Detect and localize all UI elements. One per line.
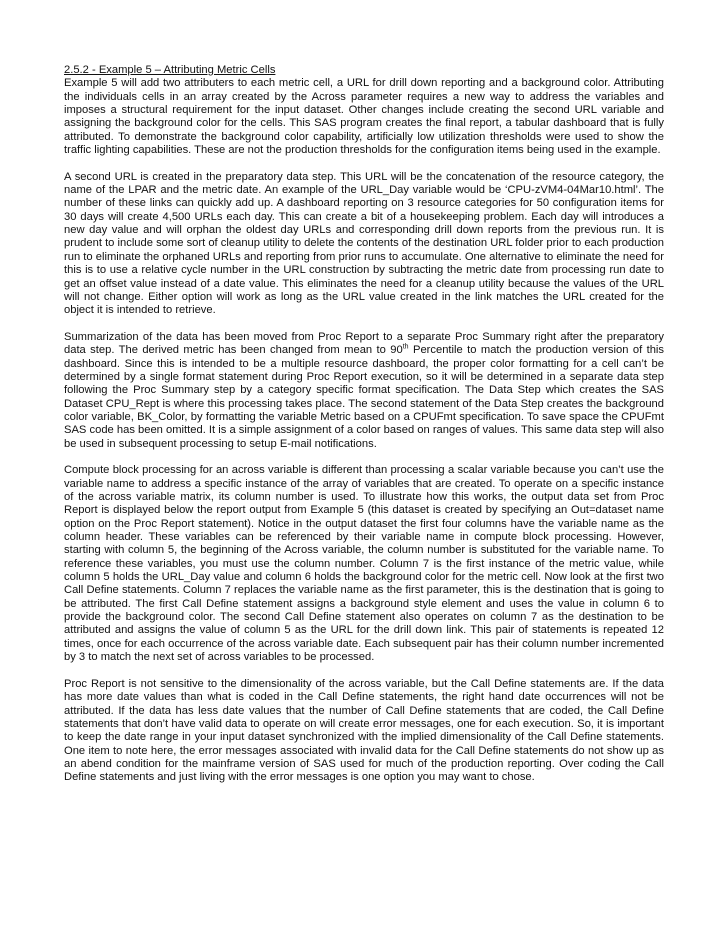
- section-heading: 2.5.2 - Example 5 – Attributing Metric Cells: [64, 64, 276, 76]
- paragraph-url-creation: A second URL is created in the preparatory data step. This URL will be the concatenation of the resource category, the name of the LPAR and the metric date. An example of the URL_Day variable would be ‘CPU-zVM4-04Mar10.html’. The number of these links can quickly add up. A dashboard reporting on 3 resource categories for 50 configuration items for 30 days will create 4,500 URLs each day. This can create a bit of a housekeeping problem. Each day will introduces a new day value and will orphan the oldest day URLs and corresponding drill down reports from the previous run. It is prudent to include some sort of cleanup utility to delete the contents of the destination URL folder prior to each production run to eliminate the orphaned URLs and reporting from prior runs to accumulate. One alternative to eliminate the need for this is to use a relative cycle number in the URL construction by subtracting the metric date from processing run date to get an offset value instead of a date value. This eliminates the need for a cleanup utility because the values of the URL will not change. Either option will work as long as the URL value created in the link matches the URL created for the object it is intended to retrieve.: [64, 170, 664, 317]
- paragraph-compute-block: Compute block processing for an across variable is different than processing a scalar variable because you can’t use the variable name to address a specific instance of the array of variables that are created. To operate on a specific instance of the across variable matrix, its column number is used. To illustrate how this works, the output data set from Proc Report is displayed below the report output from Example 5 (this dataset is created by specifying an Out=dataset name option on the Proc Report statement). Notice in the output dataset the first four columns have the variable name as the column header. These variables can be referenced by their variable name in compute block processing. However, starting with column 5, the beginning of the Across variable, the column number is substituted for the variable name. To reference these variables, you must use the column number. Column 7 is the first instance of the metric value, while column 5 holds the URL_Day value and column 6 holds the background color for the metric cell. Now look at the first two Call Define statements. Column 7 replaces the variable name as the first parameter, this is the destination that is going to be attributed. The first Call Define statement assigns a background style element and uses the value in column 6 to provide the background color. The second Call Define statement also operates on column 7 as the destination to be attributed and assigns the value of column 5 as the URL for the drill down link. This pair of statements is repeated 12 times, once for each occurrence of the across variable date. Each subsequent pair has their column number incremented by 3 to match the next set of across variables to be processed.: [64, 464, 664, 664]
- paragraph-dimensionality: Proc Report is not sensitive to the dimensionality of the across variable, but the Call Define statements are. If the data has more date values than what is coded in the Call Define statements, the right hand date occurrences will not be attributed. If the data has less date values that the number of Call Define statements that are coded, the Call Define statements that don’t have valid data to operate on will create error messages, one for each execution. So, it is important to keep the date range in your input dataset synchronized with the implied dimensionality of the Call Define statements. One item to note here, the error messages associated with invalid data for the Call Define statements do not show up as an abend condition for the mainframe version of SAS used for much of the production reporting. Over coding the Call Define statements and just living with the error messages is one option you may want to chose.: [64, 677, 664, 784]
- paragraph-summarization-part1: Summarization of the data has been moved from Proc Report to a separate Proc Summary right after the preparatory data step. The derived metric has been changed from mean to 90: [64, 330, 664, 357]
- superscript-th: th: [402, 343, 409, 351]
- document-page: [64, 64, 664, 798]
- paragraph-intro: Example 5 will add two attributers to each metric cell, a URL for drill down reporting and a background color. Attributing the individuals cells in an array created by the Across parameter requires a new way to address the variables and imposes a structural requirement for the input dataset. Other changes include creating the second URL variable and assigning the background color for the cells. This SAS program creates the final report, a tabular dashboard that is fully attributed. To demonstrate the background color capability, artificially low utilization thresholds were used to show the traffic lighting capabilities. These are not the production thresholds for the configuration items being used in the example.: [64, 77, 664, 157]
- paragraph-summarization-part2: Percentile to match the production version of this dashboard. Since this is intended to be a multiple resource dashboard, the proper color formatting for a cell can’t be determined by a single format statement during Proc Report execution, so it will be determined in a separate data step following the Proc Summary step by a category specific format specification. The Data Step which creates the SAS Dataset CPU_Rept is where this processing takes place. The second statement of the Data Step creates the background color variable, BK_Color, by formatting the variable Metric based on a CPUFmt specification. To save space the CPUFmt SAS code has been omitted. It is a simple assignment of a color based on ranges of values. This same data step will also be used in subsequent processing to setup E-mail notifications.: [64, 344, 664, 450]
- paragraph-summarization: [64, 331, 664, 451]
